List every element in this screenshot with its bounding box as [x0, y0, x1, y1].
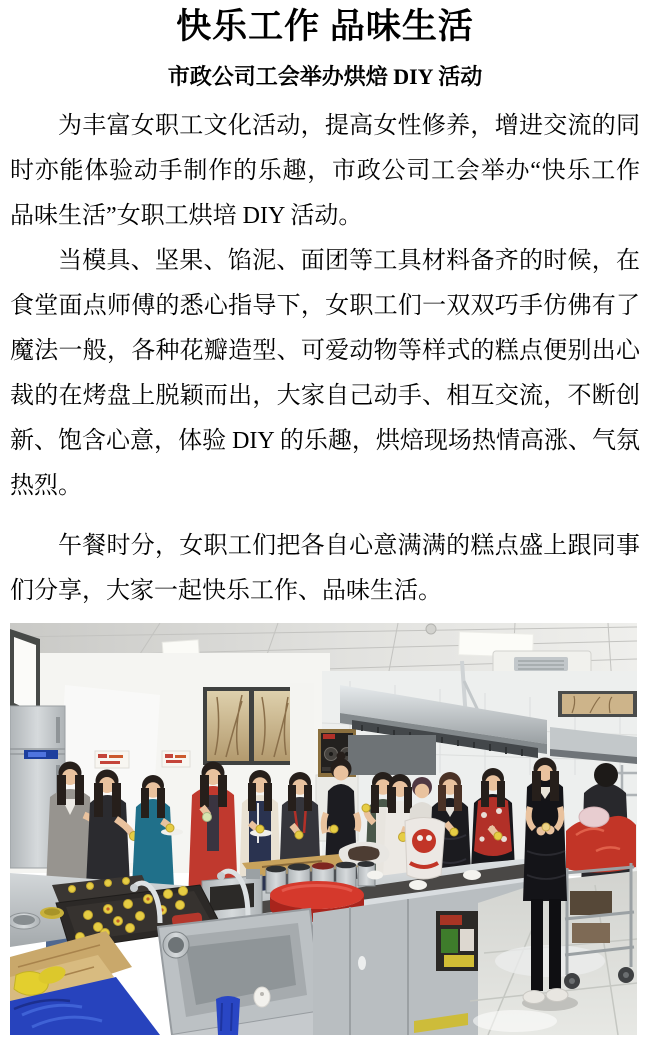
article: [0, 5, 650, 1035]
open-shelf: [436, 911, 480, 971]
paragraph-1: 为丰富女职工文化活动，提高女性修养，增进交流的同时亦能体验动手制作的乐趣，市政公司工会举办“快乐工作 品味生活”女职工烘培 DIY 活动。: [10, 113, 640, 230]
smoke-detector: [426, 624, 436, 634]
trees-window: [203, 683, 314, 773]
page-title: 快乐工作 品味生活: [176, 7, 474, 46]
right-window: [558, 691, 637, 717]
hanging-towel: [216, 996, 240, 1035]
cat-print-bag: [405, 818, 445, 880]
paragraph-2: 当模具、坚果、馅泥、面团等工具材料备齐的时候，在食堂面点师傅的悉心指导下，女职工们一双双巧手仿佛有了魔法一般，各种花瓣造型、可爱动物等样式的糕点便别出心裁的在烤盘上脱颖而出，大家自己动手、相互交流，不断创新、饱含心意，体验 DIY 的乐趣，烘焙现场热情高涨、气氛热烈。: [10, 248, 640, 500]
article-body: [10, 104, 640, 614]
sneaker: [523, 991, 545, 1004]
paragraph-3: 午餐时分，女职工们把各自心意满满的糕点盛上跟同事们分享，大家一起快乐工作、品味生活。: [10, 533, 640, 605]
sticker: [254, 987, 270, 1007]
page-subtitle: 市政公司工会举办烘焙 DIY 活动: [167, 63, 483, 89]
article-photo: [10, 623, 637, 1035]
sneaker: [546, 989, 568, 1002]
